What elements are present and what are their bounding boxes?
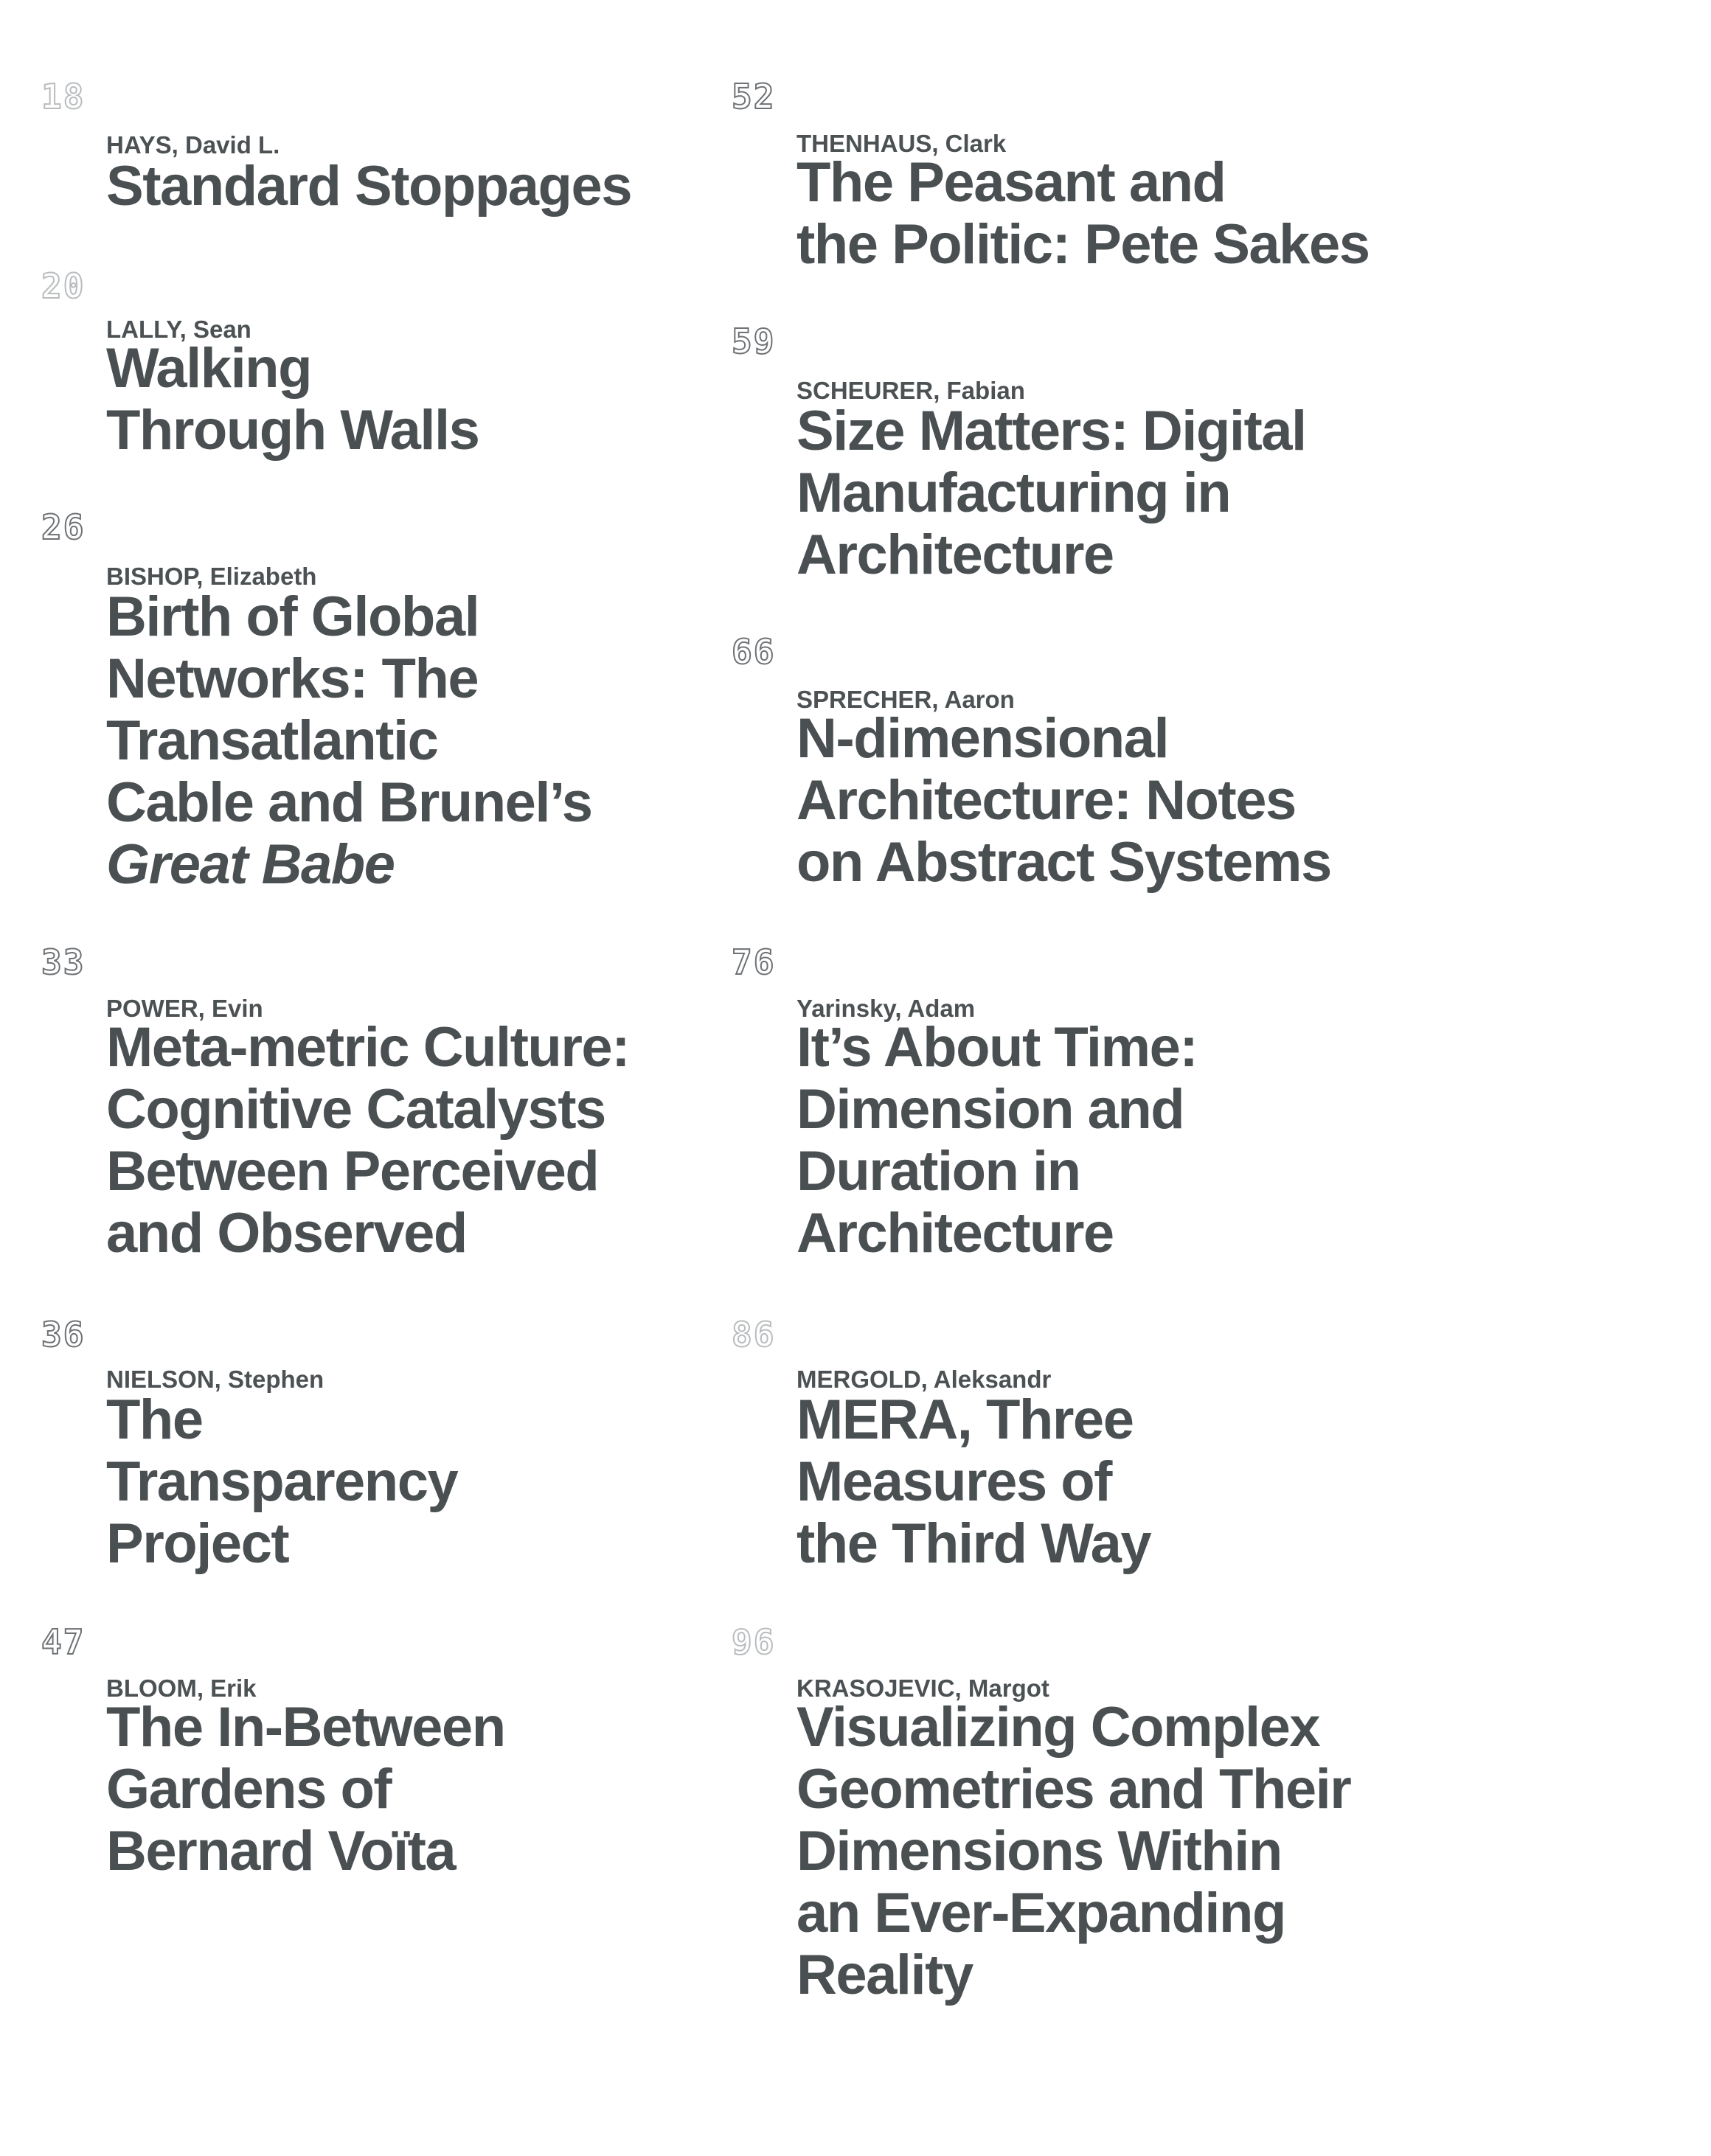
author-name: MERGOLD, Aleksandr [796,1366,1052,1393]
title-line: The [106,1388,203,1451]
page-number: 66 [732,632,776,672]
title-line: Cable and Brunel’s [106,771,592,834]
author-name: HAYS, David L. [106,131,280,159]
author-name: Yarinsky, Adam [796,995,976,1022]
page-number: 47 [41,1622,86,1662]
title-line: The Peasant and [796,151,1226,214]
article-title [796,1389,1150,1575]
article-title [106,338,479,462]
title-line: Size Matters: Digital [796,400,1306,462]
title-line: Networks: The [106,647,479,710]
title-line: Visualizing Complex [796,1696,1320,1759]
title-line: Dimension and [796,1078,1184,1141]
author-name: THENHAUS, Clark [796,130,1007,157]
author-name: SPRECHER, Aaron [796,686,1015,713]
article-title [106,1389,457,1575]
title-line: Measures of [796,1450,1111,1513]
page-number: 18 [41,77,86,117]
title-line: Architecture [796,1202,1114,1265]
title-line: Great Babe [106,833,395,896]
page-number: 76 [732,942,776,982]
title-line: and Observed [106,1202,467,1265]
article-title [106,586,592,896]
title-line: Project [106,1512,289,1575]
article-title [796,708,1331,894]
title-line: The In-Between [106,1696,505,1759]
title-line: Through Walls [106,399,479,462]
title-line: Manufacturing in [796,462,1231,524]
title-line: an Ever-Expanding [796,1882,1285,1944]
title-line: the Third Way [796,1512,1151,1575]
article-title [796,1697,1350,2006]
title-line: Standard Stoppages [106,155,631,218]
title-line: Geometries and Their [796,1758,1351,1821]
title-line: N-dimensional [796,707,1169,770]
title-line: Architecture [796,524,1114,586]
page-number: 26 [41,507,86,547]
title-line: MERA, Three [796,1388,1134,1451]
title-line: Architecture: Notes [796,769,1296,832]
title-line: Cognitive Catalysts [106,1078,605,1141]
page-number: 59 [732,321,776,361]
article-title [796,1017,1197,1265]
title-line: Duration in [796,1140,1080,1203]
title-line: on Abstract Systems [796,831,1331,894]
article-title [106,156,631,218]
author-name: KRASOJEVIC, Margot [796,1675,1049,1702]
author-name: LALLY, Sean [106,316,251,343]
title-line: Meta-metric Culture: [106,1016,629,1079]
title-line: It’s About Time: [796,1016,1198,1079]
title-line: Birth of Global [106,585,479,648]
page-number: 20 [41,266,86,306]
author-name: SCHEURER, Fabian [796,377,1025,404]
title-line: Gardens of [106,1758,392,1821]
article-title [796,152,1370,276]
article-title [796,400,1306,586]
title-line: the Politic: Pete Sakes [796,213,1370,276]
title-line: Between Perceived [106,1140,599,1203]
title-line: Transatlantic [106,709,438,772]
author-name: POWER, Evin [106,995,263,1022]
page-number: 52 [732,77,776,117]
author-name: BISHOP, Elizabeth [106,563,317,590]
author-name: BLOOM, Erik [106,1675,257,1702]
page-number: 36 [41,1315,86,1355]
title-line: Walking [106,337,312,400]
title-line: Bernard Voïta [106,1820,456,1882]
page-number: 86 [732,1315,776,1355]
page-number: 33 [41,942,86,982]
page-number: 96 [732,1622,776,1662]
title-line: Reality [796,1944,973,2006]
title-line: Transparency [106,1450,458,1513]
title-line: Dimensions Within [796,1820,1282,1882]
article-title [106,1697,505,1882]
author-name: NIELSON, Stephen [106,1366,324,1393]
article-title [106,1017,629,1265]
